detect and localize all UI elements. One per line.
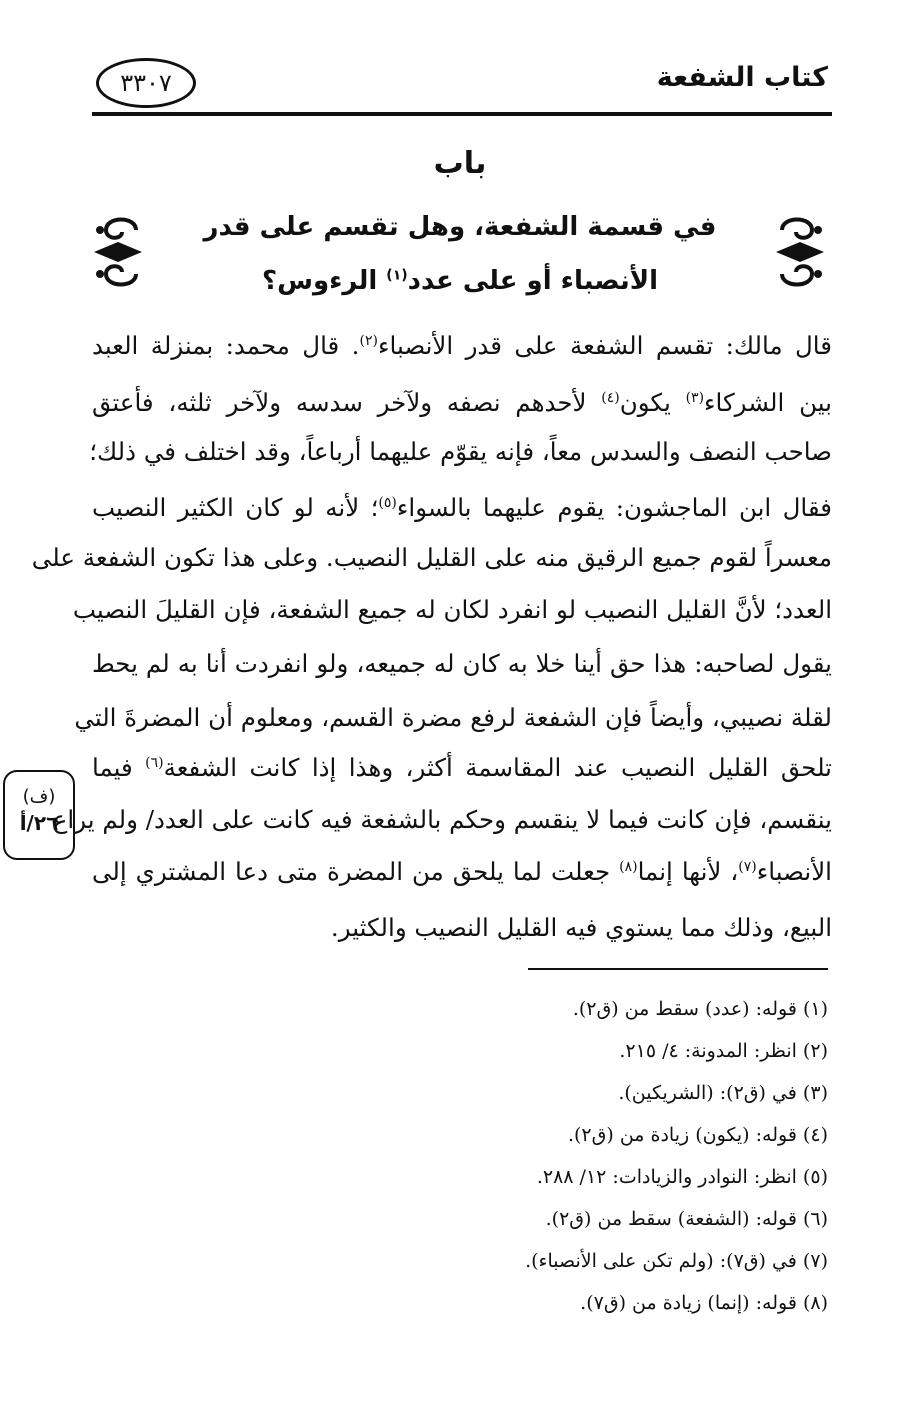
- body-line-1: قال مالك: تقسم الشفعة على قدر الأنصباء$^{(٢)}$. قال محمد: بمنزلة العبد: [92, 331, 832, 360]
- body-line-6: العدد؛ لأنَّ القليل النصيب لو انفرد لكان له جميع الشفعة، فإن القليلَ النصيب: [72, 595, 832, 624]
- footnote-ref: (٥): [378, 494, 397, 511]
- body-line-7: يقول لصاحبه: هذا حق أينا خلا به كان له جميعه، ولو انفردت أنا به لم يحط: [92, 649, 832, 678]
- running-header-title: كتاب الشفعة: [656, 62, 828, 93]
- footnote-ref: (٤): [601, 389, 620, 406]
- footnote-separator: [528, 968, 828, 970]
- footnote-3: (٣) في (ق٢): (الشريكين).: [618, 1082, 828, 1104]
- footnote-ref: (١): [386, 267, 408, 284]
- footnote-4: (٤) قوله: (يكون) زيادة من (ق٢).: [567, 1124, 828, 1146]
- footnote-2: (٢) انظر: المدونة: ٤/ ٢١٥.: [619, 1040, 828, 1062]
- footnote-ref: (٨): [619, 858, 638, 875]
- margin-note-siglum: (ف): [22, 786, 56, 807]
- footnote-ref: (٣): [685, 389, 705, 406]
- footnote-ref: (٢): [359, 332, 378, 349]
- body-line-8: لقلة نصيبي، وأيضاً فإن الشفعة لرفع مضرة القسم، ومعلوم أن المضرةَ التي: [74, 703, 832, 732]
- ornament-right-icon: [772, 212, 828, 292]
- body-line-4: فقال ابن الماجشون: يقوم عليهما بالسواء$^{(٥)}$؛ لأنه لو كان الكثير النصيب: [92, 493, 832, 522]
- body-line-12: البيع، وذلك مما يستوي فيه القليل النصيب والكثير.: [330, 913, 832, 942]
- chapter-title-line-1: في قسمة الشفعة، وهل تقسم على قدر: [203, 212, 717, 242]
- footnote-ref: (٧): [738, 858, 757, 875]
- page-number: ٣٣٠٧: [120, 69, 172, 97]
- footnote-ref: (٦): [145, 754, 164, 771]
- margin-note-folio: ٢٦/أ: [19, 811, 59, 835]
- chapter-label: باب: [433, 146, 487, 181]
- body-line-10: ينقسم، فإن كانت فيما لا ينقسم وحكم بالشفعة فيه كانت على العدد/ ولم يراع: [52, 805, 832, 834]
- footnote-7: (٧) في (ق٧): (ولم تكن على الأنصباء).: [525, 1250, 828, 1272]
- footnote-8: (٨) قوله: (إنما) زيادة من (ق٧).: [580, 1292, 828, 1314]
- header-rule: [92, 112, 832, 116]
- chapter-title-line-2: الأنصباء أو على عدد$^{(١)}$ الرءوس؟: [261, 266, 659, 296]
- body-line-9: تلحق القليل النصيب عند المقاسمة أكثر، وهذا إذا كانت الشفعة$^{(٦)}$ فيما: [92, 753, 832, 782]
- body-line-11: الأنصباء$^{(٧)}$، لأنها إنما$^{(٨)}$ جعلت لما يلحق من المضرة متى دعا المشتري إلى: [92, 857, 832, 886]
- body-line-3: صاحب النصف والسدس معاً، فإنه يقوّم عليهما أرباعاً، وقد اختلف في ذلك؛: [89, 437, 832, 466]
- ornament-left-icon: [90, 212, 146, 292]
- footnote-1: (١) قوله: (عدد) سقط من (ق٢).: [572, 998, 828, 1020]
- footnote-5: (٥) انظر: النوادر والزيادات: ١٢/ ٢٨٨.: [536, 1166, 828, 1188]
- body-line-2: بين الشركاء$^{(٣)}$ يكون$^{(٤)}$ لأحدهم نصفه ولآخر سدسه ولآخر ثلثه، فأعتق: [92, 388, 832, 417]
- body-line-5: معسراً لقوم جميع الرقيق منه على القليل النصيب. وعلى هذا تكون الشفعة على: [31, 543, 832, 572]
- manuscript-margin-note: [3, 770, 75, 860]
- footnote-6: (٦) قوله: (الشفعة) سقط من (ق٢).: [545, 1208, 828, 1230]
